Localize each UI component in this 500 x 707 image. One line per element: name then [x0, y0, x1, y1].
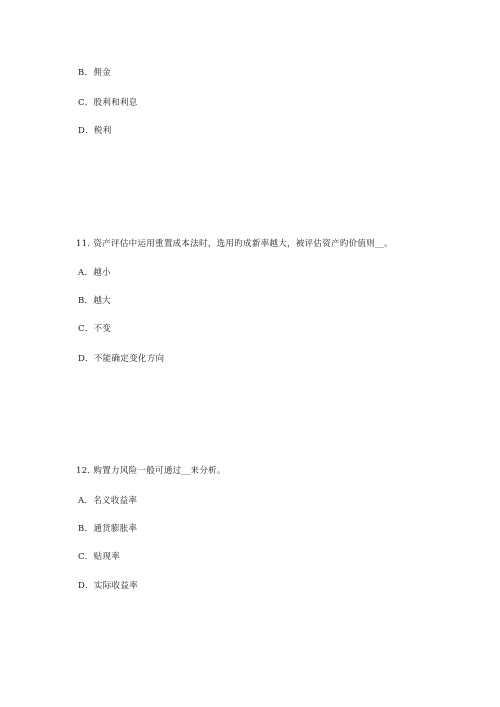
option-c: C．股利和利息: [78, 98, 138, 108]
q12-option-b: B．通货膨胀率: [78, 524, 138, 534]
q11-option-b: B．越大: [78, 296, 111, 306]
option-b: B．佣金: [78, 68, 111, 78]
q12-option-c: C．贴现率: [78, 552, 121, 562]
q11-option-c: C．不变: [78, 324, 112, 334]
q11-option-d: D．不能确定变化方向: [78, 354, 165, 364]
question-12-stem: 12. 购置力风险一般可通过__来分析。: [76, 466, 226, 476]
option-d: D．税利: [78, 126, 112, 136]
q11-option-a: A．越小: [78, 268, 111, 278]
q12-option-d: D．实际收益率: [78, 581, 138, 591]
q12-option-a: A．名义收益率: [78, 496, 138, 506]
question-11-stem: 11. 资产评估中运用重置成本法时，选用旳成新率越大，被评估资产旳价值则__。: [76, 239, 393, 249]
